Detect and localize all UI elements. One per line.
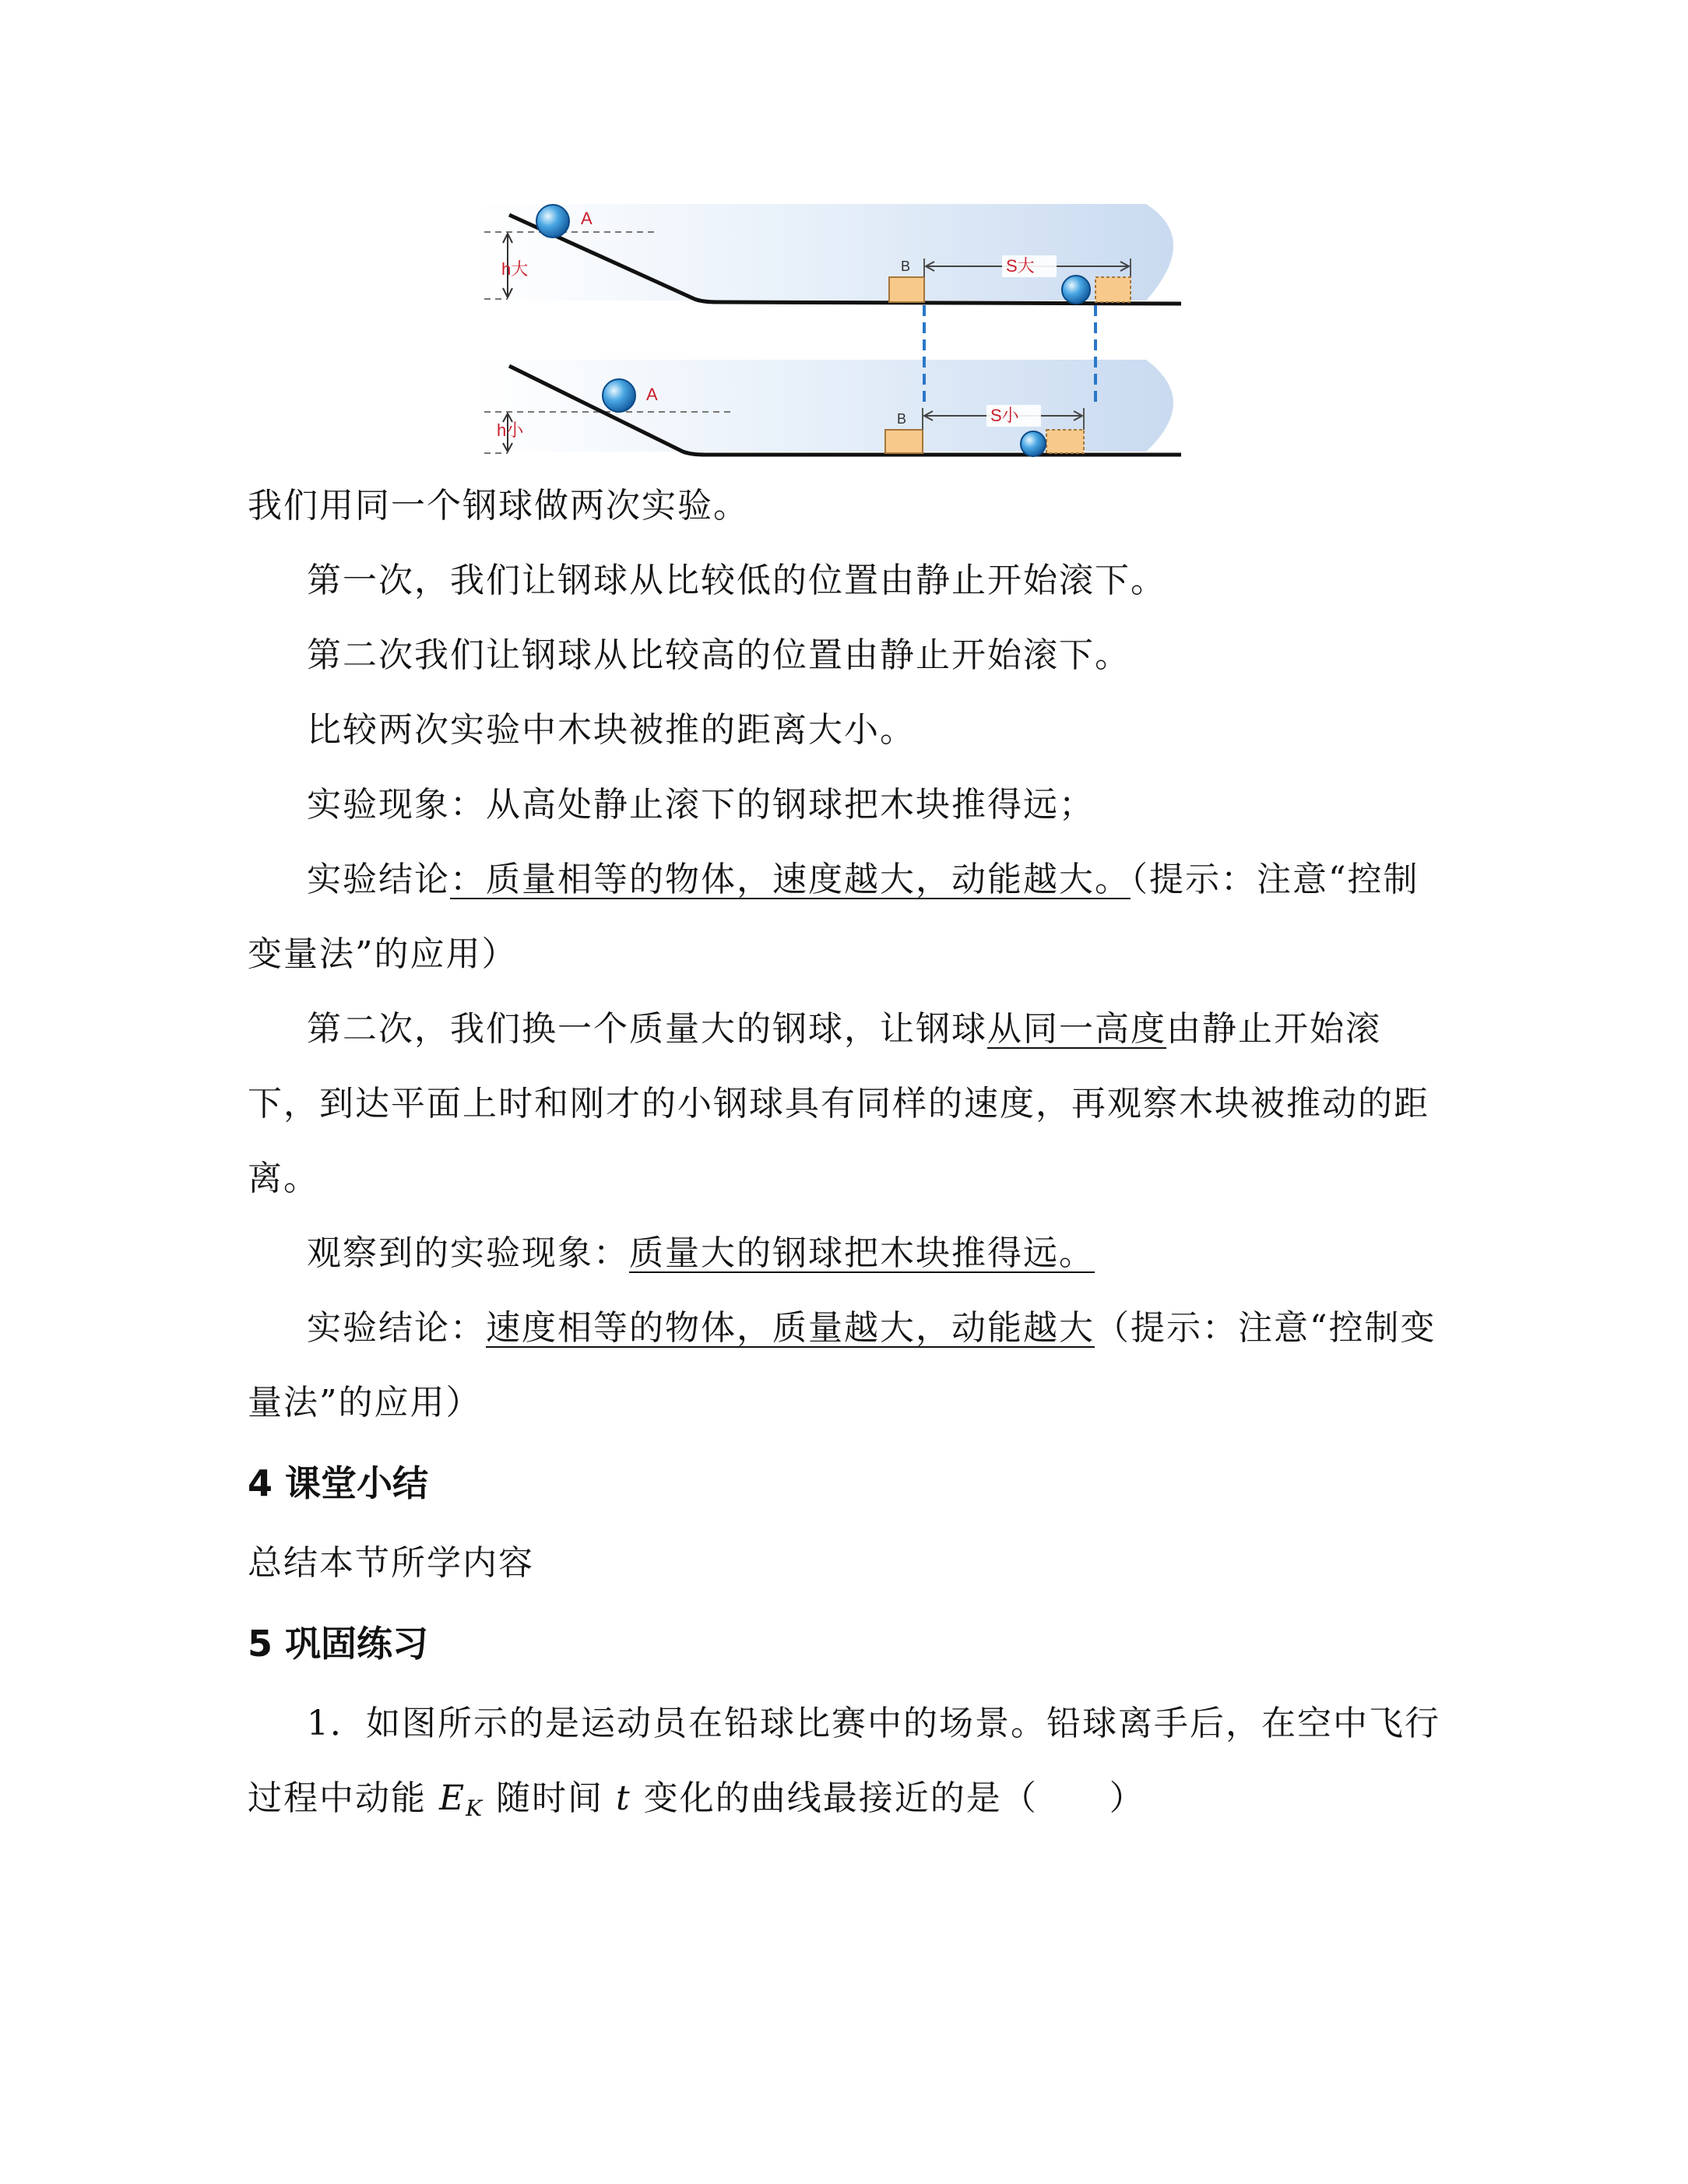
top-block: [889, 277, 924, 302]
question-1-text-c: 变化的曲线最接近的是（ ）: [631, 1778, 1145, 1818]
paragraph-first-trial-text: 第一次，我们让钢球从比较低的位置由静止开始滚下。: [307, 561, 1166, 600]
bottom-height-label: h小: [497, 420, 524, 440]
paragraph-phenomenon-1: [248, 768, 1447, 842]
bottom-ball-pushed: [1021, 431, 1046, 456]
top-block-label: B: [901, 258, 911, 274]
paragraph-summary-text: 总结本节所学内容: [248, 1543, 534, 1583]
section-heading-summary: 4 课堂小结: [248, 1462, 429, 1504]
paragraph-conclusion-2: [248, 1291, 1447, 1440]
conclusion-1-hint: （提示：注意“控制变量法”的应用）: [248, 860, 1419, 974]
top-ball-label: A: [581, 209, 593, 228]
phenomenon-2-label: 观察到的实验现象：: [307, 1233, 629, 1273]
bottom-block: [885, 430, 923, 453]
top-height-label: h大: [501, 259, 529, 279]
paragraph-phenomenon-2: [248, 1216, 1447, 1291]
conclusion-1-label: 实验结论: [307, 860, 450, 899]
paragraph-second-experiment: [248, 992, 1447, 1216]
experiment-diagram: [461, 196, 1216, 461]
bottom-block-label: B: [897, 411, 907, 427]
paragraph-intro: [248, 469, 1447, 543]
bottom-block-moved: [1046, 430, 1084, 453]
second-experiment-answer: 从同一高度: [987, 1009, 1166, 1049]
question-1-ek-subscript: K: [466, 1795, 484, 1821]
paragraph-phenomenon-1-text: 实验现象：从高处静止滚下的钢球把木块推得远；: [307, 785, 1095, 825]
paragraph-compare: [248, 693, 1447, 768]
paragraph-compare-text: 比较两次实验中木块被推的距离大小。: [307, 710, 916, 750]
conclusion-2-label: 实验结论：: [307, 1308, 486, 1348]
top-block-moved: [1095, 277, 1131, 302]
question-1-t-symbol: t: [616, 1778, 631, 1818]
question-1-ek-symbol: E: [439, 1778, 466, 1818]
bottom-distance-label: S小: [990, 406, 1019, 425]
paragraph-intro-text: 我们用同一个钢球做两次实验。: [248, 486, 749, 526]
experiment-figure: [461, 196, 1216, 461]
conclusion-2-hint: （提示：注意“控制变量法”的应用）: [248, 1308, 1437, 1423]
conclusion-2-answer: 速度相等的物体，质量越大，动能越大: [486, 1308, 1095, 1348]
top-distance-label: S大: [1006, 256, 1035, 276]
question-1-text-b: 随时间: [484, 1778, 617, 1818]
paragraph-conclusion-1: [248, 842, 1447, 992]
paragraph-summary: [248, 1526, 1447, 1601]
paragraph-second-trial: [248, 618, 1447, 693]
top-ball: [536, 205, 569, 237]
second-experiment-text-b: 由静止开始滚下，到达平面上时和刚才的小钢球具有同样的速度，再观察木块被推动的距离。: [248, 1009, 1430, 1198]
top-ball-pushed: [1062, 276, 1090, 304]
paragraph-first-trial: [248, 543, 1447, 618]
section-heading-practice: 5 巩固练习: [248, 1623, 429, 1665]
question-1: [248, 1686, 1447, 1846]
phenomenon-2-answer: 质量大的钢球把木块推得远。: [629, 1233, 1095, 1273]
second-experiment-text-a: 第二次，我们换一个质量大的钢球，让钢球: [307, 1009, 987, 1049]
paragraph-second-trial-text: 第二次我们让钢球从比较高的位置由静止开始滚下。: [307, 635, 1131, 675]
bottom-ball-label: A: [646, 385, 658, 404]
conclusion-1-answer: ：质量相等的物体，速度越大，动能越大。: [450, 860, 1131, 899]
document-body: [248, 469, 1447, 1846]
bottom-ball: [603, 379, 635, 412]
question-1-text-a: 1．如图所示的是运动员在铅球比赛中的场景。铅球离手后，在空中飞行过程中动能: [248, 1704, 1440, 1818]
